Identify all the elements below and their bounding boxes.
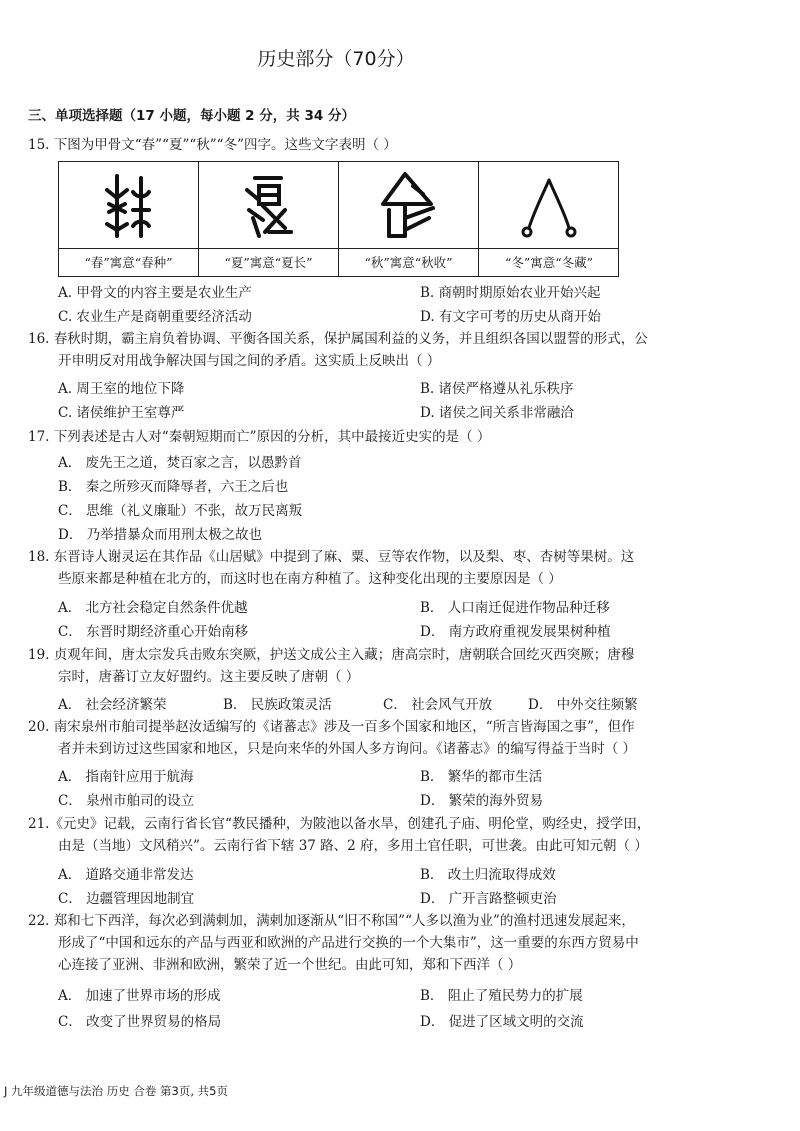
q19-option-c[interactable]: C． 社会风气开放 [383,697,493,713]
q15-option-d[interactable]: D. 有文字可考的历史从商开始 [420,309,601,325]
oracle-xia-cell [199,162,339,248]
q15-option-c[interactable]: C. 农业生产是商朝重要经济活动 [58,309,252,325]
q17-option-d[interactable]: D． 乃举措暴众而用刑太极之故也 [58,527,263,543]
section-heading: 三、单项选择题（17 小题，每小题 2 分，共 34 分） [28,108,355,124]
q17-option-a[interactable]: A． 废先王之道，焚百家之言，以愚黔首 [58,455,302,471]
q19-option-d[interactable]: D． 中外交往频繁 [528,697,638,713]
question-21-stem: 21.《元史》记载，云南行省长官“教民播种，为陂池以备水旱，创建孔子庙、明伦堂，购经史，授学田， 由是（当地）文风稍兴”。云南行省下辖 37 路、2 府，多用土官任职，可世袭。由此可知元朝（ ） [28,816,651,854]
page-title: 历史部分（70分） [257,48,415,70]
q22-option-c[interactable]: C． 改变了世界贸易的格局 [58,1014,222,1030]
oracle-dong-caption: “冬”寓意“冬藏” [479,248,619,277]
q21-option-a[interactable]: A． 道路交通非常发达 [58,867,194,883]
q21-option-b[interactable]: B． 改土归流取得成效 [420,867,556,883]
oracle-chun-caption: “春”寓意“春种” [59,248,199,277]
oracle-qiu-caption: “秋”寓意“秋收” [339,248,479,277]
q20-option-d[interactable]: D． 繁荣的海外贸易 [420,793,544,809]
q19-option-a[interactable]: A． 社会经济繁荣 [58,697,167,713]
question-18-stem: 18. 东晋诗人谢灵运在其作品《山居赋》中提到了麻、粟、豆等农作物，以及梨、枣、杏树等果树。这 些原来都是种植在北方的，而这时也在南方种植了。这种变化出现的主要原因是（ ） [28,549,635,587]
q16-option-c[interactable]: C. 诸侯维护王室尊严 [58,405,185,421]
question-16-stem: 16. 春秋时期，霸主肩负着协调、平衡各国关系，保护属国利益的义务，并且组织各国以盟誓的形式，公 开申明反对用战争解决国与国之间的矛盾。这实质上反映出（ ） [28,331,648,369]
q21-option-d[interactable]: D． 广开言路整顿吏治 [420,891,557,907]
oracle-qiu-icon [369,170,449,242]
oracle-chun-cell [59,162,199,248]
q15-option-a[interactable]: A. 甲骨文的内容主要是农业生产 [58,285,252,301]
q22-option-a[interactable]: A． 加速了世界市场的形成 [58,988,221,1004]
q18-option-c[interactable]: C． 东晋时期经济重心开始南移 [58,624,249,640]
oracle-xia-icon [229,170,309,242]
question-17-stem: 17. 下列表述是古人对“秦朝短期而亡”原因的分析，其中最接近史实的是（ ） [28,429,491,445]
q17-option-c[interactable]: C． 思维（礼义廉耻）不张，故万民离叛 [58,503,303,519]
q19-option-b[interactable]: B． 民族政策灵活 [223,697,332,713]
oracle-dong-cell [479,162,619,248]
question-19-stem: 19. 贞观年间，唐太宗发兵击败东突厥，护送文成公主入藏；唐高宗时，唐朝联合回纥灭西突厥；唐穆 宗时，唐蕃订立友好盟约。这主要反映了唐朝（ ） [28,647,635,685]
q22-option-d[interactable]: D． 促进了区域文明的交流 [420,1014,584,1030]
q20-option-a[interactable]: A． 指南针应用于航海 [58,769,194,785]
q18-option-d[interactable]: D． 南方政府重视发展果树种植 [420,624,611,640]
question-22-stem: 22. 郑和七下西洋，每次必到满剌加，满剌加逐渐从“旧不称国”“人多以渔为业”的渔村迅速发展起来， 形成了“中国和远东的产品与西亚和欧洲的产品进行交换的一个大集市”，这一重要的东西方贸易中 心连接了亚洲、非洲和欧洲，繁荣了近一个世纪。由此可知，郑和下西洋（ ） [28,913,639,973]
q16-option-a[interactable]: A. 周王室的地位下降 [58,381,185,397]
q22-option-b[interactable]: B． 阻止了殖民势力的扩展 [420,988,583,1004]
q16-option-d[interactable]: D. 诸侯之间关系非常融洽 [420,405,574,421]
question-15-stem: 15. 下图为甲骨文“春”“夏”“秋”“冬”四字。这些文字表明（ ） [28,137,397,153]
oracle-qiu-cell [339,162,479,248]
q18-option-b[interactable]: B． 人口南迁促进作物品种迁移 [420,600,610,616]
oracle-dong-icon [509,170,589,242]
q20-option-c[interactable]: C． 泉州市舶司的设立 [58,793,195,809]
q21-option-c[interactable]: C． 边疆管理因地制宜 [58,891,195,907]
page-footer: J 九年级道德与法治 历史 合卷 第3页, 共5页 [4,1084,228,1098]
oracle-chun-icon [89,170,169,242]
question-20-stem: 20. 南宋泉州市舶司提举赵汝适编写的《诸蕃志》涉及一百多个国家和地区，“所言皆海国之事”，但作 者并未到访过这些国家和地区，只是向来华的外国人多方询问。《诸蕃志》的编写得益于当时（ ） [28,719,637,757]
q15-option-b[interactable]: B. 商朝时期原始农业开始兴起 [420,285,601,301]
oracle-bone-table [58,161,619,277]
q18-option-a[interactable]: A． 北方社会稳定自然条件优越 [58,600,248,616]
q17-option-b[interactable]: B． 秦之所殄灭而降辱者，六王之后也 [58,479,289,495]
oracle-xia-caption: “夏”寓意“夏长” [199,248,339,277]
q16-option-b[interactable]: B. 诸侯严格遵从礼乐秩序 [420,381,574,397]
q20-option-b[interactable]: B． 繁华的都市生活 [420,769,543,785]
